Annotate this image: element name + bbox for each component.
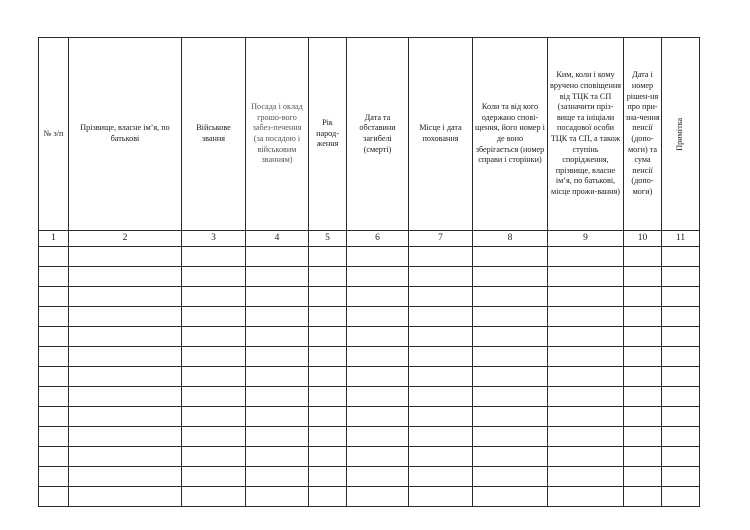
blank-cell <box>548 347 624 367</box>
blank-cell <box>347 487 409 507</box>
blank-cell <box>309 387 347 407</box>
header-cell-death-circumstances: Дата та обставини загибелі (смерті) <box>347 38 409 231</box>
blank-cell <box>662 447 700 467</box>
blank-cell <box>409 407 473 427</box>
blank-cell <box>39 447 69 467</box>
blank-cell <box>69 467 182 487</box>
blank-cell <box>39 287 69 307</box>
blank-cell <box>473 327 548 347</box>
blank-cell <box>624 487 662 507</box>
blank-cell <box>548 367 624 387</box>
header-cell-notification-delivered: Ким, коли і кому вручено сповіщення від ТЦК та СП (зазначити пріз-вище та ініціали посадової особи ТЦК та СП, а також ступінь спорідження, прізвище, власне ім’я, по батькові, місце прожи-вання) <box>548 38 624 231</box>
blank-cell <box>309 487 347 507</box>
table-row <box>39 427 700 447</box>
blank-cell <box>309 347 347 367</box>
blank-cell <box>473 367 548 387</box>
column-number: 1 <box>39 231 69 247</box>
blank-cell <box>409 247 473 267</box>
blank-cell <box>246 267 309 287</box>
header-cell-notification-received: Коли та від кого одержано спові-щення, його номер і де воно зберігається (номер справи і сторінки) <box>473 38 548 231</box>
blank-cell <box>182 327 246 347</box>
blank-cell <box>409 327 473 347</box>
table-row <box>39 287 700 307</box>
blank-cell <box>347 267 409 287</box>
table-row <box>39 327 700 347</box>
blank-cell <box>309 287 347 307</box>
blank-cell <box>409 467 473 487</box>
blank-cell <box>347 447 409 467</box>
blank-cell <box>182 267 246 287</box>
blank-cell <box>347 327 409 347</box>
blank-cell <box>662 267 700 287</box>
blank-cell <box>548 467 624 487</box>
column-number: 8 <box>473 231 548 247</box>
blank-cell <box>182 307 246 327</box>
blank-cell <box>473 287 548 307</box>
blank-cell <box>182 447 246 467</box>
blank-cell <box>473 447 548 467</box>
blank-cell <box>347 287 409 307</box>
blank-cell <box>182 407 246 427</box>
blank-cell <box>548 427 624 447</box>
blank-cell <box>624 387 662 407</box>
blank-cell <box>662 247 700 267</box>
blank-cell <box>309 367 347 387</box>
blank-cell <box>69 307 182 327</box>
blank-cell <box>624 267 662 287</box>
blank-cell <box>246 447 309 467</box>
table-row <box>39 487 700 507</box>
blank-cell <box>473 247 548 267</box>
blank-cell <box>246 487 309 507</box>
header-cell-burial: Місце і дата поховання <box>409 38 473 231</box>
blank-cell <box>409 487 473 507</box>
blank-cell <box>662 367 700 387</box>
blank-cell <box>624 327 662 347</box>
blank-cell <box>624 427 662 447</box>
blank-cell <box>309 427 347 447</box>
blank-cell <box>347 407 409 427</box>
blank-cell <box>69 407 182 427</box>
header-cell-number: № з/п <box>39 38 69 231</box>
blank-cell <box>473 307 548 327</box>
table-row <box>39 467 700 487</box>
table-row <box>39 367 700 387</box>
blank-cell <box>309 407 347 427</box>
blank-cell <box>246 387 309 407</box>
blank-cell <box>409 267 473 287</box>
blank-cell <box>69 287 182 307</box>
header-cell-pension-decision: Дата і номер рішен-ня про при-зна-чення пенсії (допо-моги) та сума пенсії (допо-моги) <box>624 38 662 231</box>
column-number: 3 <box>182 231 246 247</box>
blank-cell <box>309 247 347 267</box>
header-cell-military-rank: Військове звання <box>182 38 246 231</box>
blank-cell <box>347 427 409 447</box>
blank-cell <box>309 467 347 487</box>
blank-cell <box>39 487 69 507</box>
blank-cell <box>182 387 246 407</box>
blank-cell <box>624 367 662 387</box>
blank-cell <box>39 307 69 327</box>
table-row <box>39 387 700 407</box>
blank-cell <box>309 307 347 327</box>
blank-cell <box>39 367 69 387</box>
header-cell-position-salary: Посада і оклад грошо-вого забез-печення (за посадою і військовим званням) <box>246 38 309 231</box>
blank-cell <box>548 407 624 427</box>
blank-cell <box>39 347 69 367</box>
blank-cell <box>246 367 309 387</box>
blank-cell <box>409 447 473 467</box>
header-cell-notes: Примітка <box>662 38 700 231</box>
blank-cell <box>624 347 662 367</box>
column-number: 9 <box>548 231 624 247</box>
blank-cell <box>624 307 662 327</box>
table-row <box>39 407 700 427</box>
blank-cell <box>69 347 182 367</box>
blank-cell <box>662 407 700 427</box>
blank-cell <box>39 427 69 447</box>
blank-cell <box>473 347 548 367</box>
blank-cell <box>69 267 182 287</box>
blank-cell <box>548 247 624 267</box>
blank-cell <box>246 347 309 367</box>
table-row <box>39 247 700 267</box>
blank-cell <box>624 247 662 267</box>
column-number-row <box>39 231 700 247</box>
blank-cell <box>347 347 409 367</box>
blank-cell <box>409 347 473 367</box>
blank-cell <box>347 307 409 327</box>
blank-cell <box>548 287 624 307</box>
blank-cell <box>246 247 309 267</box>
blank-cell <box>473 427 548 447</box>
blank-cell <box>624 287 662 307</box>
table-row <box>39 267 700 287</box>
blank-cell <box>548 307 624 327</box>
blank-cell <box>347 247 409 267</box>
blank-cell <box>182 347 246 367</box>
blank-cell <box>548 327 624 347</box>
blank-cell <box>39 327 69 347</box>
blank-cell <box>246 287 309 307</box>
blank-cell <box>662 307 700 327</box>
header-row <box>39 38 700 231</box>
blank-cell <box>182 427 246 447</box>
blank-cell <box>473 387 548 407</box>
blank-cell <box>182 487 246 507</box>
blank-cell <box>624 467 662 487</box>
blank-cell <box>409 307 473 327</box>
blank-cell <box>246 307 309 327</box>
blank-cell <box>39 267 69 287</box>
blank-cell <box>662 427 700 447</box>
blank-cell <box>409 287 473 307</box>
column-number: 5 <box>309 231 347 247</box>
blank-cell <box>309 267 347 287</box>
blank-cell <box>409 387 473 407</box>
blank-cell <box>548 487 624 507</box>
blank-cell <box>309 327 347 347</box>
table-row <box>39 447 700 467</box>
blank-cell <box>39 247 69 267</box>
column-number: 10 <box>624 231 662 247</box>
blank-cell <box>662 287 700 307</box>
blank-cell <box>473 467 548 487</box>
blank-cell <box>662 487 700 507</box>
blank-cell <box>69 327 182 347</box>
blank-cell <box>662 347 700 367</box>
blank-cell <box>624 447 662 467</box>
blank-cell <box>69 387 182 407</box>
header-cell-birth-year: Рік народ-ження <box>309 38 347 231</box>
blank-cell <box>182 247 246 267</box>
column-number: 6 <box>347 231 409 247</box>
blank-cell <box>347 387 409 407</box>
blank-cell <box>69 487 182 507</box>
blank-cell <box>182 467 246 487</box>
column-number: 11 <box>662 231 700 247</box>
table-row <box>39 347 700 367</box>
blank-cell <box>548 387 624 407</box>
blank-cell <box>246 327 309 347</box>
blank-cell <box>39 467 69 487</box>
header-cell-full-name: Прізвище, власне ім’я, по батькові <box>69 38 182 231</box>
blank-cell <box>548 447 624 467</box>
blank-cell <box>246 407 309 427</box>
blank-cell <box>69 247 182 267</box>
blank-cell <box>473 407 548 427</box>
blank-cell <box>473 487 548 507</box>
table-row <box>39 307 700 327</box>
blank-cell <box>246 467 309 487</box>
blank-cell <box>548 267 624 287</box>
blank-cell <box>409 427 473 447</box>
blank-cell <box>69 447 182 467</box>
blank-cell <box>662 467 700 487</box>
column-number: 7 <box>409 231 473 247</box>
column-number: 2 <box>69 231 182 247</box>
blank-cell <box>69 367 182 387</box>
blank-cell <box>662 327 700 347</box>
blank-cell <box>347 467 409 487</box>
blank-cell <box>182 287 246 307</box>
blank-cell <box>473 267 548 287</box>
blank-cell <box>39 407 69 427</box>
blank-cell <box>39 387 69 407</box>
blank-cell <box>246 427 309 447</box>
blank-cell <box>309 447 347 467</box>
blank-cell <box>409 367 473 387</box>
column-number: 4 <box>246 231 309 247</box>
blank-cell <box>624 407 662 427</box>
register-table <box>38 37 700 507</box>
blank-cell <box>69 427 182 447</box>
blank-cell <box>182 367 246 387</box>
blank-cell <box>347 367 409 387</box>
blank-cell <box>662 387 700 407</box>
